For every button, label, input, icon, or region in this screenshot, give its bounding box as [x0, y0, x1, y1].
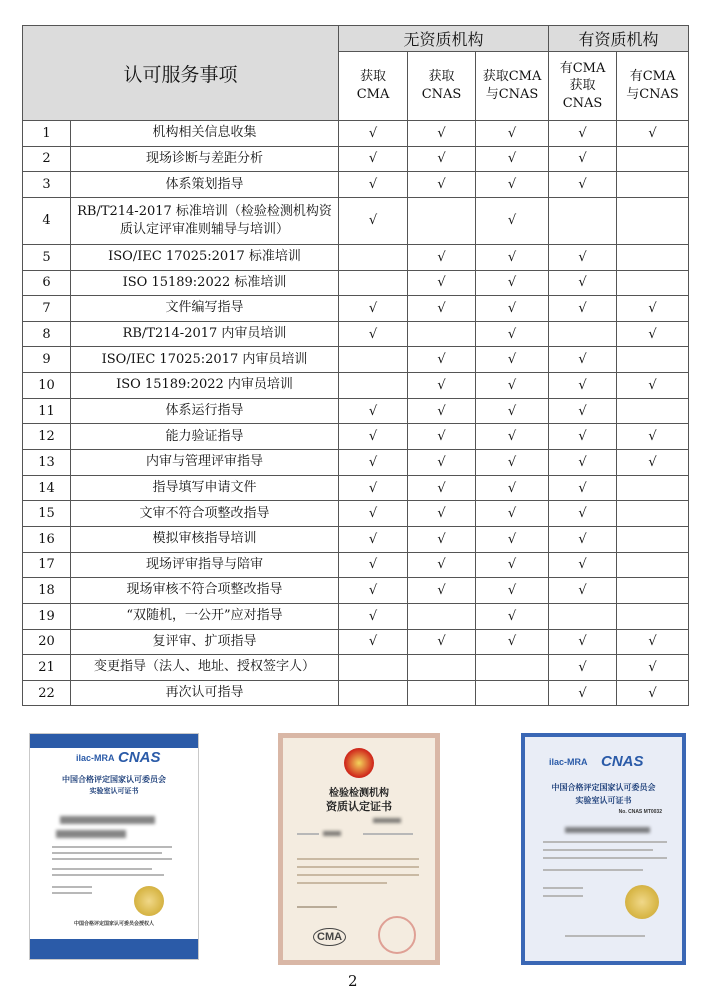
check-mark: [339, 373, 408, 399]
check-mark: [339, 244, 408, 270]
service-item: RB/T214-2017 标准培训（检验检测机构资质认定评审准则辅导与培训）: [71, 197, 339, 244]
check-mark: √: [476, 121, 549, 147]
check-mark: [617, 526, 689, 552]
check-mark: √: [476, 347, 549, 373]
check-mark: [617, 172, 689, 198]
ilac-mra-logo-right: ilac-MRA: [549, 757, 588, 767]
check-mark: [339, 655, 408, 681]
check-mark: [617, 270, 689, 296]
check-mark: [617, 578, 689, 604]
check-mark: [339, 270, 408, 296]
service-item: ISO 15189:2022 内审员培训: [71, 373, 339, 399]
check-mark: √: [549, 244, 617, 270]
check-mark: √: [339, 121, 408, 147]
row-number: 3: [23, 172, 71, 198]
table-title: 认可服务事项: [23, 26, 339, 121]
check-mark: [408, 197, 476, 244]
table-row: [23, 121, 689, 147]
check-mark: √: [549, 680, 617, 706]
service-item: 再次认可指导: [71, 680, 339, 706]
row-number: 11: [23, 398, 71, 424]
check-mark: √: [549, 296, 617, 322]
table-row: [23, 424, 689, 450]
service-item: 指导填写申请文件: [71, 475, 339, 501]
check-mark: [476, 655, 549, 681]
table-row: [23, 296, 689, 322]
check-mark: √: [339, 526, 408, 552]
row-number: 2: [23, 146, 71, 172]
national-emblem-icon: [344, 748, 374, 778]
table-row: [23, 146, 689, 172]
check-mark: √: [617, 680, 689, 706]
cert-org-right: 中国合格评定国家认可委员会: [551, 783, 656, 792]
cert-signer: 中国合格评定国家认可委员会授权人: [73, 921, 154, 927]
check-mark: √: [549, 501, 617, 527]
check-mark: [617, 197, 689, 244]
check-mark: √: [549, 450, 617, 476]
check-mark: √: [339, 450, 408, 476]
cert-title-right: 实验室认可证书: [575, 796, 632, 805]
check-mark: [408, 655, 476, 681]
check-mark: √: [549, 424, 617, 450]
table-row: [23, 475, 689, 501]
check-mark: [617, 552, 689, 578]
check-mark: √: [549, 526, 617, 552]
service-item: ISO/IEC 17025:2017 标准培训: [71, 244, 339, 270]
table-row: [23, 347, 689, 373]
check-mark: [339, 680, 408, 706]
column-header: 获取 CMA: [339, 52, 408, 121]
check-mark: √: [476, 296, 549, 322]
page-number: 2: [348, 972, 358, 990]
check-mark: √: [408, 450, 476, 476]
row-number: 22: [23, 680, 71, 706]
group-with-qualification: 有资质机构: [549, 26, 689, 52]
check-mark: √: [408, 501, 476, 527]
check-mark: √: [549, 347, 617, 373]
check-mark: [408, 321, 476, 347]
table-row: [23, 450, 689, 476]
row-number: 12: [23, 424, 71, 450]
table-row: [23, 680, 689, 706]
cnas-certificate-left: [29, 733, 199, 960]
row-number: 20: [23, 629, 71, 655]
check-mark: [476, 680, 549, 706]
service-item: 现场审核不符合项整改指导: [71, 578, 339, 604]
check-mark: √: [339, 424, 408, 450]
check-mark: √: [408, 172, 476, 198]
check-mark: √: [549, 629, 617, 655]
check-mark: [617, 501, 689, 527]
group-without-qualification: 无资质机构: [339, 26, 549, 52]
check-mark: √: [476, 629, 549, 655]
service-item: RB/T214-2017 内审员培训: [71, 321, 339, 347]
service-table: [22, 25, 689, 706]
column-header: 有CMA 获取 CNAS: [549, 52, 617, 121]
check-mark: √: [408, 244, 476, 270]
check-mark: √: [476, 475, 549, 501]
check-mark: √: [549, 398, 617, 424]
row-number: 13: [23, 450, 71, 476]
check-mark: √: [408, 347, 476, 373]
check-mark: [549, 603, 617, 629]
table-row: [23, 270, 689, 296]
check-mark: [617, 244, 689, 270]
row-number: 7: [23, 296, 71, 322]
check-mark: √: [476, 552, 549, 578]
row-number: 15: [23, 501, 71, 527]
check-mark: √: [549, 475, 617, 501]
table-row: [23, 603, 689, 629]
row-number: 10: [23, 373, 71, 399]
service-item: 机构相关信息收集: [71, 121, 339, 147]
check-mark: [408, 603, 476, 629]
table-row: [23, 398, 689, 424]
cma-cert-line2: 资质认定证书: [326, 801, 392, 813]
check-mark: √: [408, 526, 476, 552]
check-mark: √: [339, 296, 408, 322]
check-mark: √: [617, 450, 689, 476]
cert-org: 中国合格评定国家认可委员会: [62, 775, 166, 784]
check-mark: √: [617, 373, 689, 399]
service-item: 复评审、扩项指导: [71, 629, 339, 655]
check-mark: √: [617, 424, 689, 450]
cnas-logo: CNAS: [118, 749, 161, 766]
check-mark: √: [408, 552, 476, 578]
check-mark: √: [549, 655, 617, 681]
cma-certificate: [278, 733, 440, 965]
check-mark: √: [476, 172, 549, 198]
row-number: 6: [23, 270, 71, 296]
check-mark: √: [339, 197, 408, 244]
check-mark: √: [476, 321, 549, 347]
service-item: 变更指导（法人、地址、授权签字人）: [71, 655, 339, 681]
table-row: [23, 629, 689, 655]
service-item: 文审不符合项整改指导: [71, 501, 339, 527]
check-mark: √: [408, 373, 476, 399]
check-mark: √: [476, 578, 549, 604]
check-mark: [617, 398, 689, 424]
check-mark: √: [617, 121, 689, 147]
check-mark: √: [339, 629, 408, 655]
service-item: 现场评审指导与陪审: [71, 552, 339, 578]
cma-mark: CMA: [313, 928, 346, 946]
check-mark: √: [339, 501, 408, 527]
check-mark: √: [476, 501, 549, 527]
check-mark: √: [339, 578, 408, 604]
check-mark: √: [476, 450, 549, 476]
service-item: 现场诊断与差距分析: [71, 146, 339, 172]
column-header: 获取CMA 与CNAS: [476, 52, 549, 121]
row-number: 17: [23, 552, 71, 578]
service-item: 体系运行指导: [71, 398, 339, 424]
check-mark: √: [549, 172, 617, 198]
check-mark: √: [476, 373, 549, 399]
service-item: 文件编写指导: [71, 296, 339, 322]
column-header: 获取 CNAS: [408, 52, 476, 121]
table-row: [23, 373, 689, 399]
check-mark: √: [408, 270, 476, 296]
check-mark: √: [339, 398, 408, 424]
table-row: [23, 526, 689, 552]
check-mark: √: [476, 270, 549, 296]
cnas-logo-right: CNAS: [601, 753, 644, 770]
check-mark: √: [339, 172, 408, 198]
check-mark: √: [549, 552, 617, 578]
row-number: 9: [23, 347, 71, 373]
table-row: [23, 501, 689, 527]
check-mark: √: [476, 398, 549, 424]
cma-cert-line1: 检验检测机构: [329, 788, 389, 799]
check-mark: √: [549, 121, 617, 147]
table-row: [23, 578, 689, 604]
cert-number-right: No. CNAS MT0032: [618, 809, 662, 815]
table-row: [23, 321, 689, 347]
service-item: 内审与管理评审指导: [71, 450, 339, 476]
row-number: 5: [23, 244, 71, 270]
table-row: [23, 197, 689, 244]
check-mark: [408, 680, 476, 706]
service-item: 能力验证指导: [71, 424, 339, 450]
check-mark: [617, 475, 689, 501]
check-mark: √: [408, 296, 476, 322]
check-mark: √: [339, 552, 408, 578]
cnas-certificate-right: [521, 733, 686, 965]
service-item: “双随机，一公开”应对指导: [71, 603, 339, 629]
table-row: [23, 655, 689, 681]
check-mark: √: [549, 146, 617, 172]
service-item: ISO/IEC 17025:2017 内审员培训: [71, 347, 339, 373]
check-mark: √: [476, 244, 549, 270]
table-row: [23, 172, 689, 198]
check-mark: √: [339, 475, 408, 501]
row-number: 14: [23, 475, 71, 501]
check-mark: √: [549, 578, 617, 604]
row-number: 8: [23, 321, 71, 347]
check-mark: √: [549, 373, 617, 399]
ilac-mra-logo: ilac-MRA: [76, 753, 115, 763]
row-number: 21: [23, 655, 71, 681]
check-mark: √: [549, 270, 617, 296]
cert-title: 实验室认可证书: [89, 788, 139, 795]
row-number: 16: [23, 526, 71, 552]
check-mark: √: [408, 121, 476, 147]
check-mark: √: [408, 398, 476, 424]
row-number: 1: [23, 121, 71, 147]
check-mark: [617, 146, 689, 172]
check-mark: [617, 603, 689, 629]
check-mark: √: [617, 321, 689, 347]
service-item: 体系策划指导: [71, 172, 339, 198]
check-mark: [549, 197, 617, 244]
check-mark: √: [408, 475, 476, 501]
check-mark: √: [339, 146, 408, 172]
check-mark: √: [476, 146, 549, 172]
table-row: [23, 552, 689, 578]
table-row: [23, 244, 689, 270]
check-mark: √: [476, 197, 549, 244]
check-mark: [339, 347, 408, 373]
check-mark: √: [339, 603, 408, 629]
service-item: ISO 15189:2022 标准培训: [71, 270, 339, 296]
check-mark: √: [408, 629, 476, 655]
row-number: 18: [23, 578, 71, 604]
check-mark: √: [408, 424, 476, 450]
check-mark: √: [617, 655, 689, 681]
check-mark: √: [408, 146, 476, 172]
check-mark: [617, 347, 689, 373]
column-header: 有CMA 与CNAS: [617, 52, 689, 121]
row-number: 19: [23, 603, 71, 629]
check-mark: √: [476, 424, 549, 450]
check-mark: √: [476, 526, 549, 552]
check-mark: √: [617, 296, 689, 322]
check-mark: √: [408, 578, 476, 604]
check-mark: √: [617, 629, 689, 655]
check-mark: [549, 321, 617, 347]
service-item: 模拟审核指导培训: [71, 526, 339, 552]
check-mark: √: [476, 603, 549, 629]
row-number: 4: [23, 197, 71, 244]
check-mark: √: [339, 321, 408, 347]
